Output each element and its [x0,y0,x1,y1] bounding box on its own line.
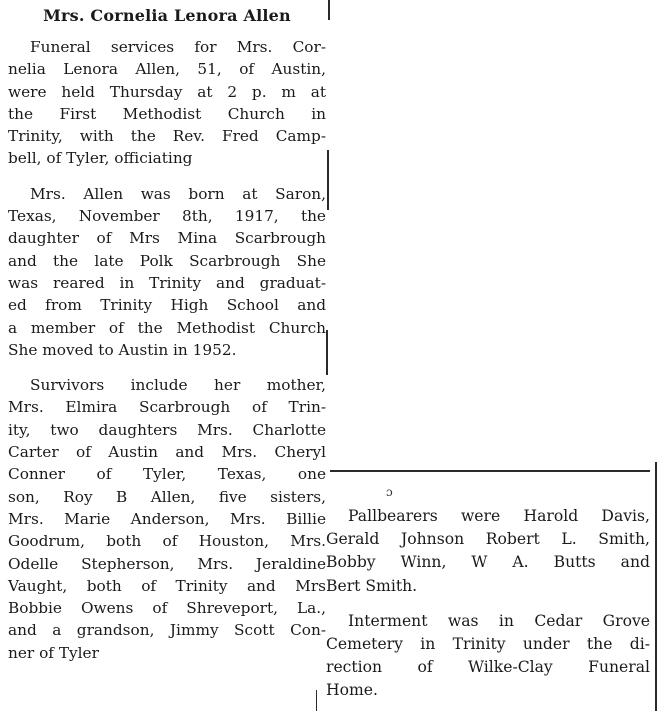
paragraph-pallbearers [326,505,650,598]
text-line: Gerald Johnson Robert L. Smith, [326,530,650,549]
text-line: Bert Smith. [326,576,418,595]
text-line: were held Thursday at 2 p. m at [8,82,326,101]
text-line: Pallbearers were Harold Davis, [348,507,650,525]
text-line: bell, of Tyler, officiating [8,149,193,168]
obituary-headline: Mrs. Cornelia Lenora Allen [43,6,291,25]
text-line: Funeral services for Mrs. Cor- [30,38,326,56]
text-line: Odelle Stepherson, Mrs. Jeraldine [8,554,326,573]
paragraph-survivors [8,374,326,664]
text-line: Bobbie Owens of Shreveport, La., [8,599,326,618]
text-line: nelia Lenora Allen, 51, of Austin, [8,60,326,79]
text-line: Goodrum, both of Houston, Mrs. [8,532,326,551]
column-rule-right [655,462,657,711]
text-line: son, Roy B Allen, five sisters, [8,487,326,506]
text-line: Trinity, with the Rev. Fred Camp- [8,127,326,146]
text-line: rection of Wilke-Clay Funeral [326,658,650,677]
column-rule-left-upper [328,0,330,20]
text-line: and the late Polk Scarbrough She [8,251,326,270]
text-line: Mrs. Marie Anderson, Mrs. Billie [8,509,326,528]
column-divider-horizontal [330,470,650,472]
text-line: Cemetery in Trinity under the di- [326,634,650,653]
obituary-column-left [8,6,326,677]
text-line: the First Methodist Church in [8,104,326,123]
text-line: a member of the Methodist Church [8,318,326,337]
column-rule-center-bottom [316,690,317,711]
text-line: Texas, November 8th, 1917, the [8,207,326,226]
column-rule-left-lower [326,330,328,375]
text-line: Conner of Tyler, Texas, one [8,465,326,484]
text-line: She moved to Austin in 1952. [8,340,237,359]
text-line: Interment was in Cedar Grove [348,611,650,630]
text-line: Bobby Winn, W A. Butts and [326,553,650,572]
text-line: ed from Trinity High School and [8,296,326,315]
text-line: Vaught, both of Trinity and Mrs [8,576,326,595]
text-line: Carter of Austin and Mrs. Cheryl [8,443,326,462]
text-line: and a grandson, Jimmy Scott Con- [8,621,326,640]
obituary-column-right [326,505,650,715]
paragraph-funeral-services [8,36,326,170]
column-rule-left-mid [327,150,329,210]
print-speck: ɔ [386,485,393,499]
paragraph-biography [8,183,326,361]
paragraph-interment [326,610,650,703]
text-line: daughter of Mrs Mina Scarbrough [8,229,326,248]
text-line: ner of Tyler [8,643,99,662]
text-line: was reared in Trinity and graduat- [8,273,326,292]
text-line: Survivors include her mother, [30,376,326,395]
text-line: Mrs. Allen was born at Saron, [30,184,326,203]
text-line: Mrs. Elmira Scarbrough of Trin- [8,398,326,417]
text-line: ity, two daughters Mrs. Charlotte [8,420,326,439]
text-line: Home. [326,681,378,700]
